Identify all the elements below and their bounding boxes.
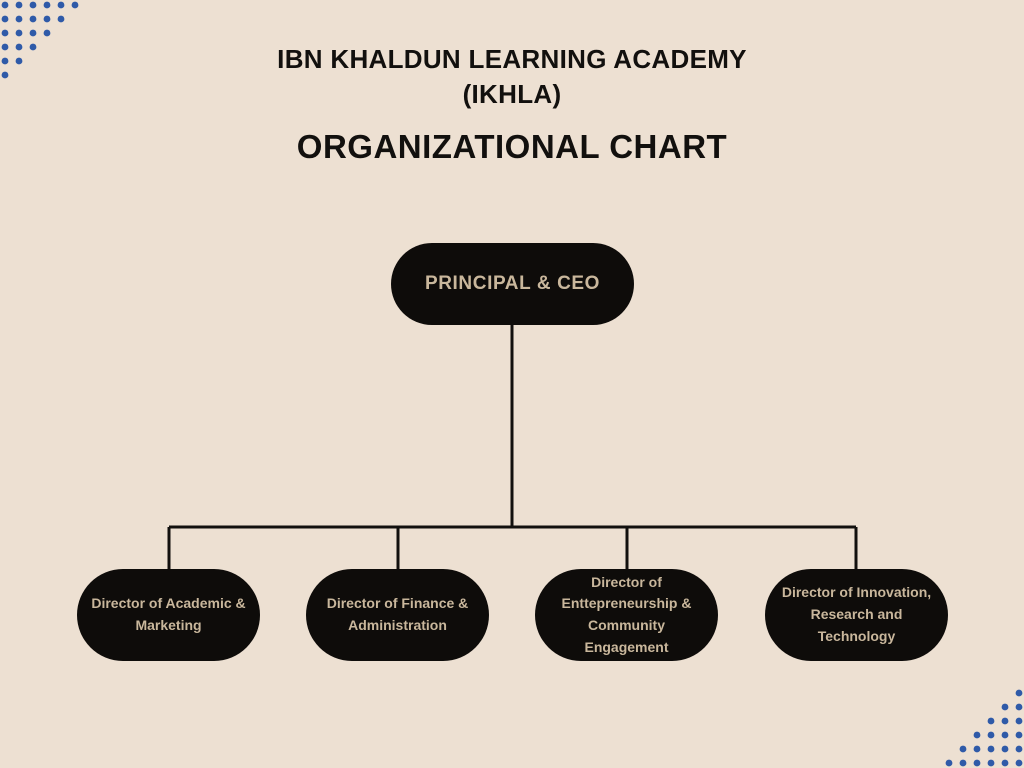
org-node-label: PRINCIPAL & CEO [424,273,601,294]
organization-name-line1: IBN KHALDUN LEARNING ACADEMY [277,44,747,74]
org-node-director-academic-marketing[interactable] [77,569,260,661]
org-node-label: Director of Finance & Administration [326,595,469,633]
page-title: ORGANIZATIONAL CHART [296,128,728,166]
org-node-director-finance-administration[interactable] [306,569,489,661]
org-node-label: Director of Enttepreneurship & Community Engagement [561,573,692,655]
org-node-director-entrepreneurship-community[interactable] [535,569,718,661]
org-node-principal-ceo[interactable] [391,243,634,325]
org-node-label: Director of Innovation, Research and Technology [781,584,932,644]
org-node-director-innovation-research-technology[interactable] [765,569,948,661]
organization-name-line2: (IKHLA) [462,79,562,110]
org-node-label: Director of Academic & Marketing [91,595,246,633]
